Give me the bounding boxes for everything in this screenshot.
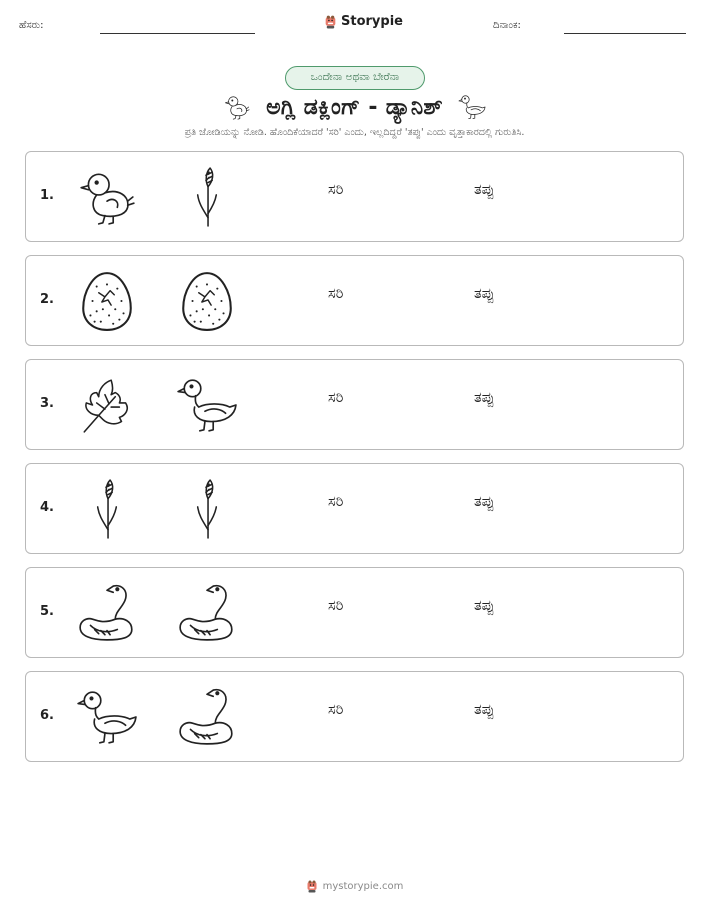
same-option[interactable]: ಸರಿ xyxy=(328,286,344,302)
duckling-icon xyxy=(222,93,252,121)
question-number: 1. xyxy=(40,188,54,203)
egg-icon xyxy=(176,270,238,332)
name-field-line[interactable] xyxy=(100,33,255,34)
worksheet-header xyxy=(0,14,709,38)
question-number: 5. xyxy=(40,604,54,619)
storypie-logo-icon xyxy=(324,14,337,29)
brand-name: Storypie xyxy=(341,14,403,29)
question-row xyxy=(25,671,684,762)
storypie-logo-icon xyxy=(306,879,318,893)
question-number: 4. xyxy=(40,500,54,515)
duckling-icon xyxy=(76,166,138,228)
question-row xyxy=(25,463,684,554)
duck-icon xyxy=(457,93,487,121)
question-number: 6. xyxy=(40,708,54,723)
footer-site: mystorypie.com xyxy=(322,880,404,892)
name-label: ಹೆಸರು: xyxy=(19,20,44,31)
question-row xyxy=(25,359,684,450)
worksheet-badge: ಒಂದೇನಾ ಅಥವಾ ಬೇರೆನಾ xyxy=(285,66,425,90)
footer xyxy=(0,879,709,893)
same-option[interactable]: ಸರಿ xyxy=(328,598,344,614)
different-option[interactable]: ತಪ್ಪು xyxy=(474,182,495,198)
swan-icon xyxy=(76,582,138,644)
page-title: ಅಗ್ಲಿ ಡಕ್ಲಿಂಗ್ - ಡ್ಯಾನಿಶ್ xyxy=(266,94,443,120)
different-option[interactable]: ತಪ್ಪು xyxy=(474,598,495,614)
date-label: ದಿನಾಂಕ: xyxy=(493,20,521,31)
different-option[interactable]: ತಪ್ಪು xyxy=(474,702,495,718)
duck-icon xyxy=(176,374,238,436)
duck-icon xyxy=(76,686,138,748)
same-option[interactable]: ಸರಿ xyxy=(328,390,344,406)
reed-icon xyxy=(176,478,238,540)
reed-icon xyxy=(176,166,238,228)
same-option[interactable]: ಸರಿ xyxy=(328,182,344,198)
different-option[interactable]: ತಪ್ಪು xyxy=(474,390,495,406)
question-row xyxy=(25,151,684,242)
question-number: 2. xyxy=(40,292,54,307)
same-option[interactable]: ಸರಿ xyxy=(328,494,344,510)
leaf-icon xyxy=(76,374,138,436)
date-field-line[interactable] xyxy=(564,33,686,34)
instructions: ಪ್ರತಿ ಜೋಡಿಯನ್ನು ನೋಡಿ. ಹೊಂದಿಕೆಯಾದರೆ 'ಸರಿ' ಎಂದು, ಇಲ್ಲದಿದ್ದರೆ 'ತಪ್ಪು' ಎಂದು ವೃತ್ತಾಕಾರದಲ್ಲಿ ಗುರುತಿಸಿ. xyxy=(184,127,525,138)
title-row xyxy=(0,90,709,124)
question-row xyxy=(25,255,684,346)
egg-icon xyxy=(76,270,138,332)
same-option[interactable]: ಸರಿ xyxy=(328,702,344,718)
different-option[interactable]: ತಪ್ಪು xyxy=(474,286,495,302)
reed-icon xyxy=(76,478,138,540)
swan-icon xyxy=(176,582,238,644)
swan-icon xyxy=(176,686,238,748)
brand xyxy=(324,14,403,29)
different-option[interactable]: ತಪ್ಪು xyxy=(474,494,495,510)
question-number: 3. xyxy=(40,396,54,411)
question-row xyxy=(25,567,684,658)
